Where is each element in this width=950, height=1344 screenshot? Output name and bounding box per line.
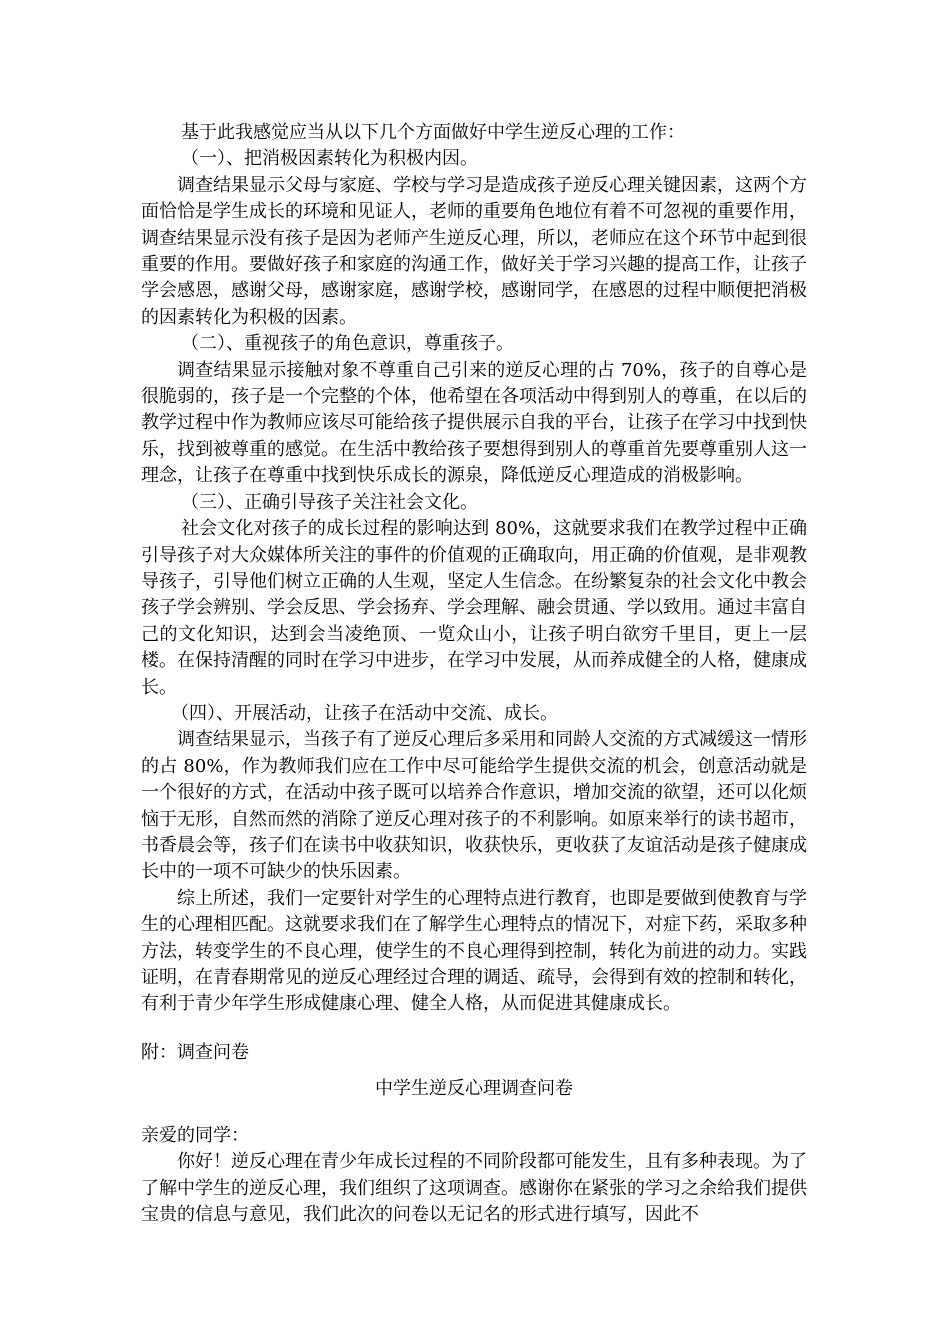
section-3-text: 社会文化对孩子的成长过程的影响达到 80%，这就要求我们在教学过程中正确引导孩子对大众媒体所关注的事件的价值观的正确取向，用正确的价值观，是非观教导孩子，引导他们树立正确的人生观，坚定人生信念。在纷繁复杂的社会文化中教会孩子学会辨别、学会反思、学会扬弃、学会理解、融会贯通、学以致用。通过丰富自己的文化知识，达到会当凌绝顶、一览众山小，让孩子明白欲穷千里目，更上一层楼。在保持清醒的同时在学习中进步，在学习中发展，从而养成健全的人格，健康成长。 xyxy=(141,518,807,698)
section-2-heading: （二）、重视孩子的角色意识，尊重孩子。 xyxy=(181,333,514,355)
section-3-heading: （三）、正确引导孩子关注社会文化。 xyxy=(181,491,478,513)
conclusion-paragraph: 综上所述，我们一定要针对学生的心理特点进行教育，也即是要做到使教育与学生的心理相匹配。这就要求我们在了解学生心理特点的情况下，对症下药，采取多种方法，转变学生的不良心理，使学生的不良心理得到控制，转化为前进的动力。实践证明，在青春期常见的逆反心理经过合理的调适、疏导，会得到有效的控制和转化，有利于青少年学生形成健康心理、健全人格，从而促进其健康成长。 xyxy=(141,887,807,1015)
section-4-heading: （四）、开展活动，让孩子在活动中交流、成长。 xyxy=(171,702,558,724)
appendix-section xyxy=(141,1040,807,1228)
section-1-heading: （一）、把消极因素转化为积极内因。 xyxy=(181,148,478,170)
section-2-text: 调查结果显示接触对象不尊重自己引来的逆反心理的占 70%，孩子的自尊心是很脆弱的，孩子是一个完整的个体，他希望在各项活动中得到别人的尊重，在以后的教学过程中作为教师应该尽可能给孩子提供展示自我的平台，让孩子在学习中找到快乐，找到被尊重的感觉。在生活中教给孩子要想得到别人的尊重首先要尊重别人这一理念，让孩子在尊重中找到快乐成长的源泉，降低逆反心理造成的消极影响。 xyxy=(141,359,807,487)
section-1-text: 调查结果显示父母与家庭、学校与学习是造成孩子逆反心理关键因素，这两个方面恰恰是学生成长的环境和见证人，老师的重要角色地位有着不可忽视的重要作用，调查结果显示没有孩子是因为老师产生逆反心理，所以，老师应在这个环节中起到很重要的作用。要做好孩子和家庭的沟通工作，做好关于学习兴趣的提高工作，让孩子学会感恩，感谢父母，感谢家庭，感谢学校，感谢同学，在感恩的过程中顺便把消极的因素转化为积极的因素。 xyxy=(141,174,807,328)
section-4-text: 调查结果显示，当孩子有了逆反心理后多采用和同龄人交流的方式减缓这一情形的占 80%，作为教师我们应在工作中尽可能给学生提供交流的机会，创意活动就是一个很好的方式，在活动中孩子既可以培养合作意识，增加交流的欲望，还可以化烦恼于无形，自然而然的消除了逆反心理对孩子的不利影响。如原来举行的读书超市，书香晨会等，孩子们在读书中收获知识，收获快乐，更收获了友谊活动是孩子健康成长中的一项不可缺少的快乐因素。 xyxy=(141,729,807,883)
greeting: 亲爱的同学： xyxy=(141,1124,249,1146)
intro-paragraph: 基于此我感觉应当从以下几个方面做好中学生逆反心理的工作： xyxy=(181,122,685,143)
main-text xyxy=(141,120,807,1018)
appendix-label: 附：调查问卷 xyxy=(141,1042,249,1063)
questionnaire-title: 中学生逆反心理调查问卷 xyxy=(375,1078,573,1100)
questionnaire-intro: 你好！逆反心理在青少年成长过程的不同阶段都可能发生，且有多种表现。为了了解中学生的逆反心理，我们组织了这项调查。感谢你在紧张的学习之余给我们提供宝贵的信息与意见，我们此次的问卷以无记名的形式进行填写，因此不 xyxy=(141,1151,807,1226)
